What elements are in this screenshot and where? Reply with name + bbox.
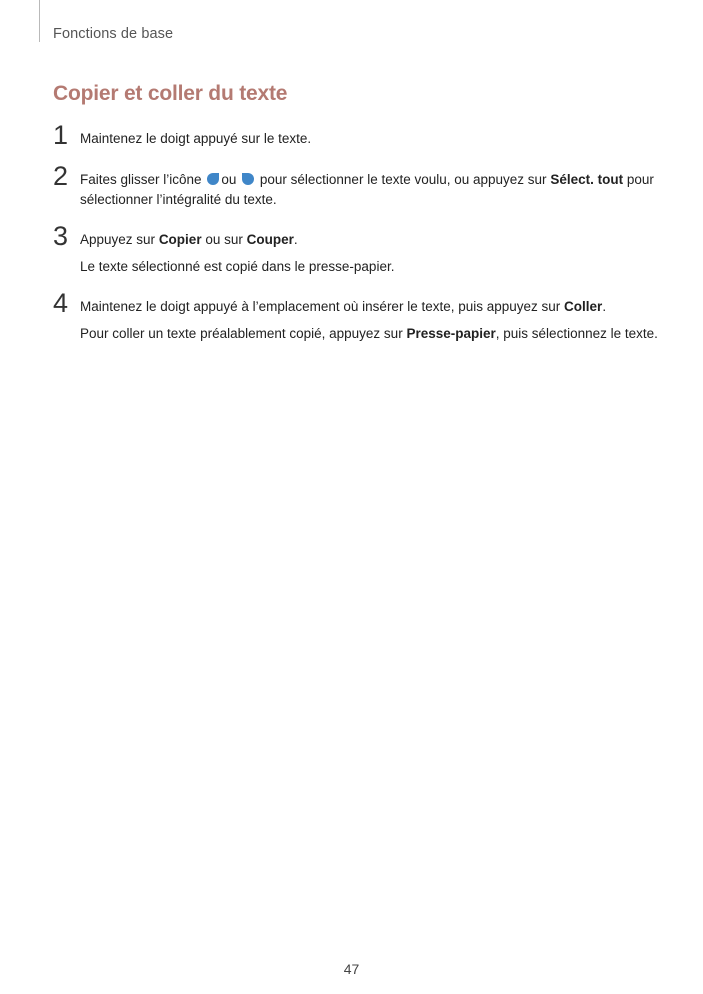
step-text-part: Appuyez sur bbox=[80, 232, 156, 247]
step-text bbox=[80, 129, 663, 149]
step-number: 3 bbox=[53, 221, 69, 251]
step-text-part: Maintenez le doigt appuyé à l’emplacement où insérer le texte, puis appuyez sur bbox=[80, 299, 561, 314]
step-note bbox=[80, 324, 663, 344]
step-text-part: . bbox=[293, 232, 298, 247]
step-note-part: Pour coller un texte préalablement copié, appuyez sur bbox=[80, 326, 403, 341]
step-number: 2 bbox=[53, 161, 69, 191]
step-text-part: ou bbox=[221, 172, 237, 187]
step-number: 4 bbox=[53, 288, 69, 318]
menu-term-clipboard: Presse-papier bbox=[406, 326, 496, 341]
step-2 bbox=[53, 161, 663, 210]
menu-term-cut: Couper bbox=[246, 232, 294, 247]
page-number: 47 bbox=[343, 961, 360, 977]
step-3 bbox=[53, 221, 663, 277]
chapter-title: Fonctions de base bbox=[53, 26, 174, 42]
step-text-part: pour sélectionner l’intégralité du texte. bbox=[80, 172, 654, 207]
menu-term-select-all: Sélect. tout bbox=[550, 172, 624, 187]
step-text-part: ou sur bbox=[205, 232, 243, 247]
handle-right-icon bbox=[242, 173, 254, 185]
step-number: 1 bbox=[53, 120, 69, 150]
step-text-part: Maintenez le doigt appuyé sur le texte. bbox=[80, 131, 312, 146]
menu-term-copy: Copier bbox=[158, 232, 202, 247]
step-text bbox=[80, 170, 663, 210]
step-text-part: pour sélectionner le texte voulu, ou appuyez sur bbox=[259, 172, 547, 187]
step-1 bbox=[53, 120, 663, 150]
step-text-part: . bbox=[602, 299, 607, 314]
step-text bbox=[80, 297, 663, 317]
section-title: Copier et coller du texte bbox=[53, 82, 288, 105]
step-text-part: Faites glisser l’icône bbox=[80, 172, 202, 187]
step-4 bbox=[53, 288, 663, 344]
handle-left-icon bbox=[207, 173, 219, 185]
step-text bbox=[80, 230, 663, 250]
step-note-part: , puis sélectionnez le texte. bbox=[495, 326, 658, 341]
step-note: Le texte sélectionné est copié dans le presse-papier. bbox=[80, 259, 395, 274]
menu-term-paste: Coller bbox=[564, 299, 603, 314]
margin-rule bbox=[39, 0, 40, 42]
